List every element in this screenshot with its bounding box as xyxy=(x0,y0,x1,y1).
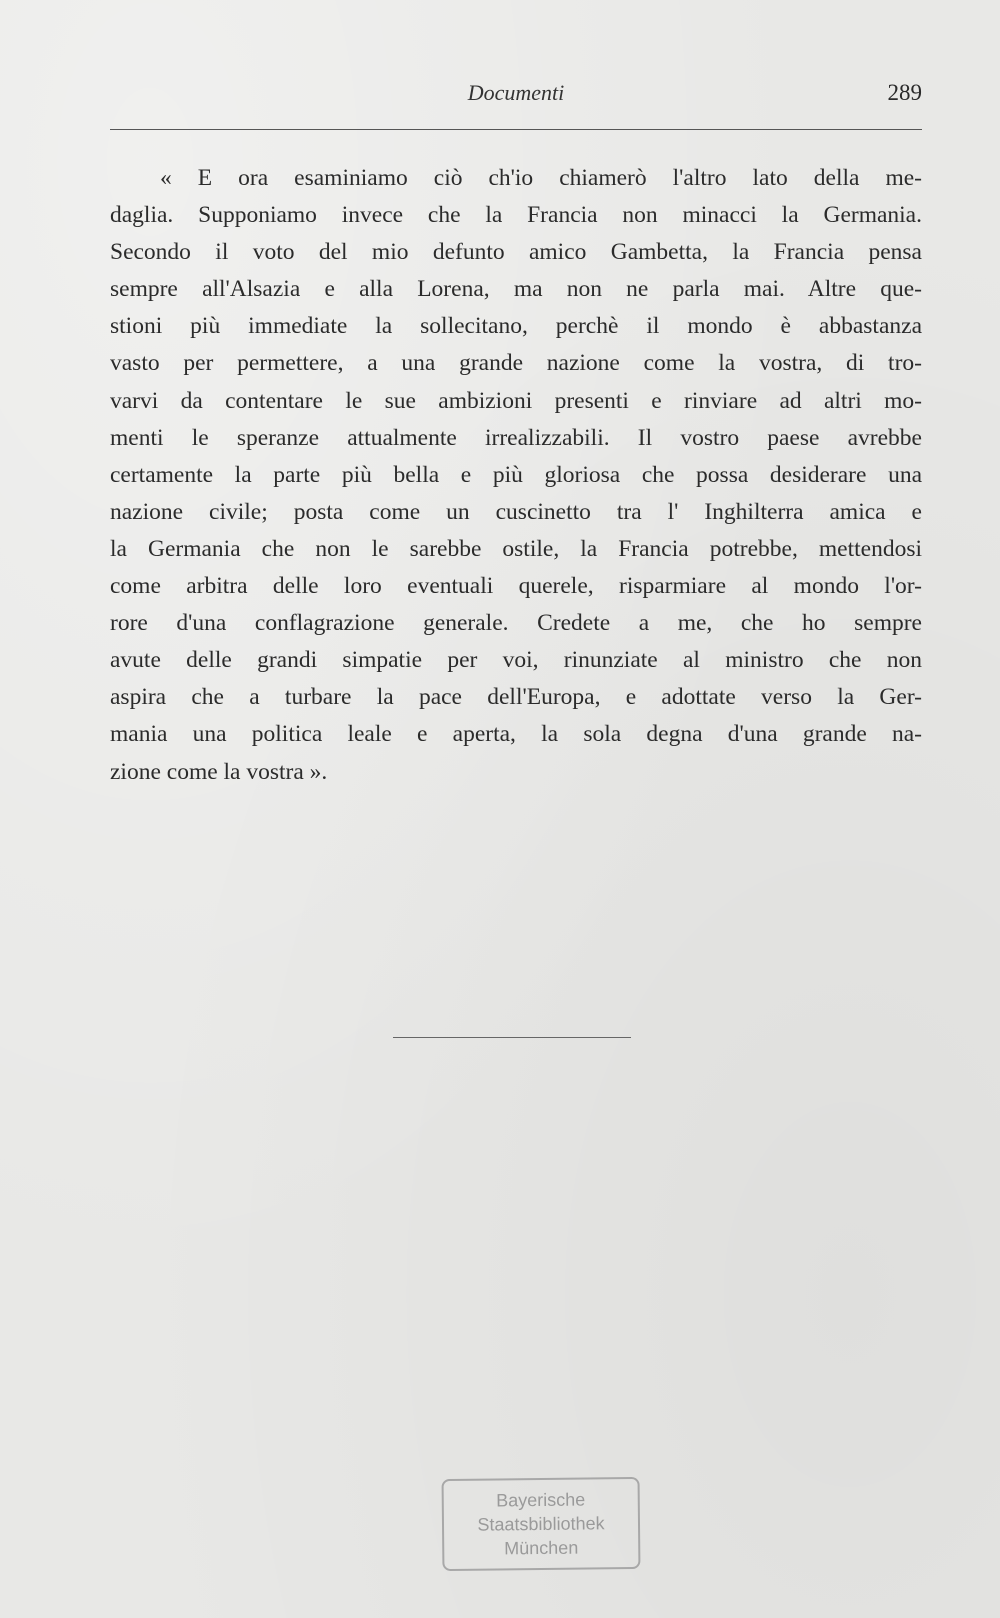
text-line: Secondo il voto del mio defunto amico Gambetta, la Francia pensa xyxy=(110,239,922,266)
library-stamp xyxy=(442,1477,641,1571)
text-line: « E ora esaminiamo ciò ch'io chiamerò l'altro lato della me- xyxy=(160,165,922,191)
text-line: aspira che a turbare la pace dell'Europa, e adottate verso la Ger- xyxy=(110,684,922,711)
page-number: 289 xyxy=(887,80,922,105)
text-line: nazione civile; posta come un cuscinetto tra l' Inghilterra amica e xyxy=(110,498,922,525)
text-line: rore d'una conflagrazione generale. Credete a me, che ho sempre xyxy=(110,610,922,637)
text-line: avute delle grandi simpatie per voi, rinunziate al ministro che non xyxy=(110,647,922,674)
text-line: mania una politica leale e aperta, la sola degna d'una grande na- xyxy=(110,721,922,748)
text-line: vasto per permettere, a una grande nazione come la vostra, di tro- xyxy=(110,350,922,377)
text-line: come arbitra delle loro eventuali querele, risparmiare al mondo l'or- xyxy=(110,573,922,600)
text-line: daglia. Supponiamo invece che la Francia non minacci la Germania. xyxy=(110,202,922,229)
text-line: la Germania che non le sarebbe ostile, la Francia potrebbe, mettendosi xyxy=(110,535,922,562)
running-head xyxy=(110,76,922,116)
body-paragraph xyxy=(110,160,922,791)
text-line: menti le speranze attualmente irrealizzabili. Il vostro paese avrebbe xyxy=(110,424,922,451)
text-line: sempre all'Alsazia e alla Lorena, ma non ne parla mai. Altre que- xyxy=(110,276,922,303)
header-rule xyxy=(110,129,922,130)
text-line: varvi da contentare le sue ambizioni presenti e rinviare ad altri mo- xyxy=(110,387,922,414)
stamp-line: Bayerische xyxy=(496,1489,586,1511)
text-line: zione come la vostra ». xyxy=(110,758,328,785)
text-line: certamente la parte più bella e più gloriosa che possa desiderare una xyxy=(110,461,922,488)
running-title: Documenti xyxy=(467,80,565,105)
section-end-rule xyxy=(393,1037,631,1038)
text-line: stioni più immediate la sollecitano, perchè il mondo è abbastanza xyxy=(110,313,922,340)
stamp-line: München xyxy=(504,1537,579,1559)
stamp-line: Staatsbibliothek xyxy=(477,1513,605,1535)
